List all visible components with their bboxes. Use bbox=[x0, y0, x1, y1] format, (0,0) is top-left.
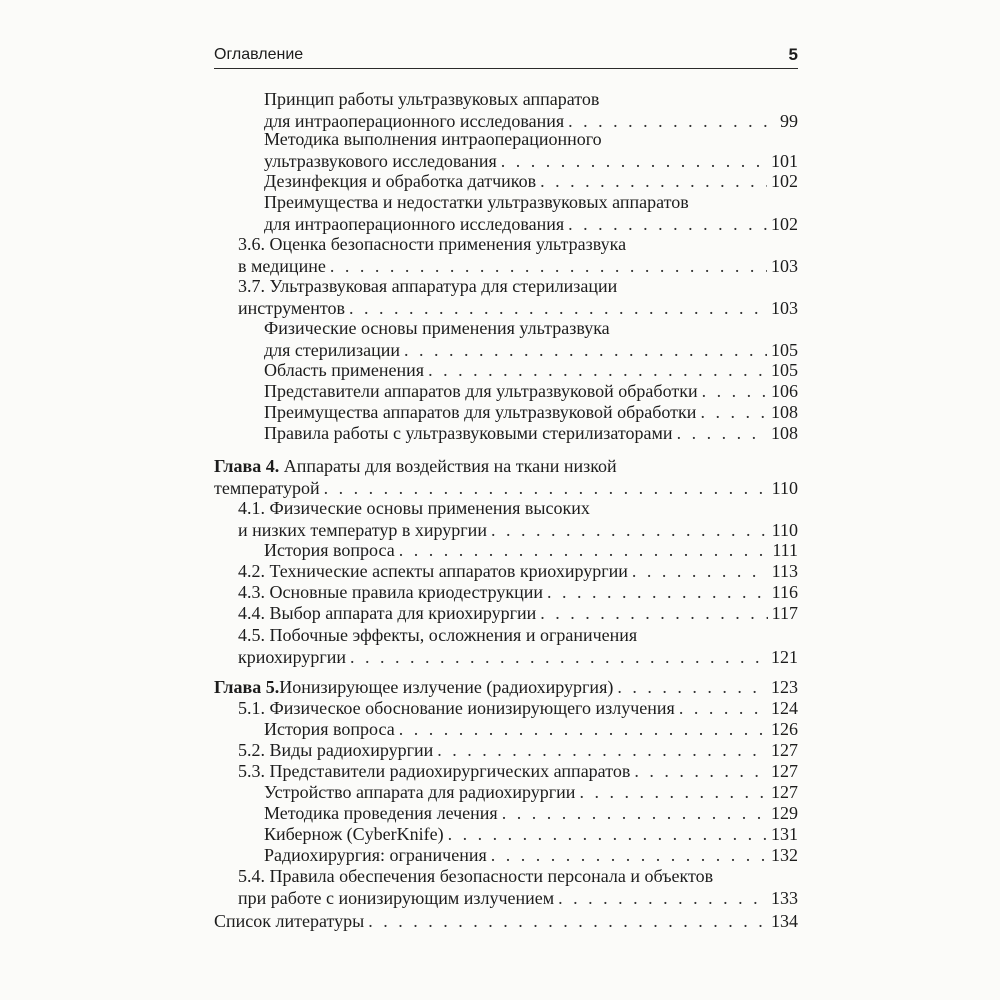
toc-entry-page: 102 bbox=[771, 214, 798, 234]
toc-entry bbox=[264, 823, 798, 845]
leader-dots bbox=[568, 213, 767, 235]
toc-entry bbox=[264, 128, 798, 172]
toc-entry-title: для стерилизации bbox=[264, 340, 401, 360]
toc-entry-page: 110 bbox=[771, 478, 798, 498]
toc-entry-page: 106 bbox=[771, 381, 798, 401]
toc-entry-title: Кибернож (CyberKnife) bbox=[264, 824, 444, 844]
leader-dots bbox=[540, 602, 767, 624]
toc-entry-title: Ионизирующее излучение (радиохирургия) bbox=[279, 677, 614, 697]
toc-entry-title: Методика проведения лечения bbox=[264, 803, 498, 823]
toc-entry-title: История вопроса bbox=[264, 719, 395, 739]
toc-entry-title: для интраоперационного исследования bbox=[264, 111, 565, 131]
toc-entry bbox=[264, 191, 798, 235]
leader-dots bbox=[324, 477, 768, 499]
toc-entry-page: 110 bbox=[771, 520, 798, 540]
toc-entry bbox=[264, 781, 798, 803]
toc-entry-title: 3.7. Ультразвуковая аппаратура для стерилизации bbox=[238, 276, 618, 296]
toc-entry-title: Дезинфекция и обработка датчиков bbox=[264, 171, 537, 191]
toc-entry-page: 111 bbox=[772, 540, 798, 560]
toc-entry-page: 126 bbox=[771, 719, 798, 739]
toc-entry-page: 101 bbox=[771, 151, 798, 171]
toc-entry-page: 108 bbox=[771, 402, 798, 422]
leader-dots bbox=[437, 739, 767, 761]
toc-entry-title: Преимущества и недостатки ультразвуковых аппаратов bbox=[264, 192, 689, 212]
toc-entry-page: 99 bbox=[780, 111, 798, 131]
toc-entry-page: 132 bbox=[771, 845, 798, 865]
toc-entry-page: 131 bbox=[771, 824, 798, 844]
leader-dots bbox=[617, 676, 767, 698]
toc-entry-page: 108 bbox=[771, 423, 798, 443]
toc-entry bbox=[264, 718, 798, 740]
toc-entry-page: 105 bbox=[771, 360, 798, 380]
leader-dots bbox=[632, 560, 768, 582]
leader-dots bbox=[540, 170, 767, 192]
toc-entry-page: 127 bbox=[771, 782, 798, 802]
toc-entry-page: 127 bbox=[771, 761, 798, 781]
toc-entry-title: 4.3. Основные правила криодеструкции bbox=[238, 582, 543, 602]
leader-dots bbox=[700, 401, 767, 423]
toc-entry-title: 5.3. Представители радиохирургических аппаратов bbox=[238, 761, 631, 781]
toc-entry-title: 5.2. Виды радиохирургии bbox=[238, 740, 434, 760]
leader-dots bbox=[702, 380, 767, 402]
toc-entry-page: 133 bbox=[771, 888, 798, 908]
toc-entry bbox=[264, 359, 798, 381]
toc-entry-page: 105 bbox=[771, 340, 798, 360]
toc-chapter-entry bbox=[214, 455, 798, 499]
toc-entry-page: 103 bbox=[771, 298, 798, 318]
leader-dots bbox=[558, 887, 767, 909]
toc-entry bbox=[238, 865, 798, 909]
toc-entry-title: 3.6. Оценка безопасности применения ультразвука bbox=[238, 234, 627, 254]
leader-dots bbox=[491, 844, 767, 866]
leader-dots bbox=[634, 760, 767, 782]
leader-dots bbox=[350, 646, 767, 668]
toc-entry-title: Правила работы с ультразвуковыми стерилизаторами bbox=[264, 423, 673, 443]
toc-entry-page: 103 bbox=[771, 256, 798, 276]
toc-entry-title: Представители аппаратов для ультразвуковой обработки bbox=[264, 381, 698, 401]
toc-entry-title: ультразвукового исследования bbox=[264, 151, 497, 171]
toc-entry bbox=[238, 602, 798, 624]
leader-dots bbox=[579, 781, 767, 803]
toc-entry-title: 4.4. Выбор аппарата для криохирургии bbox=[238, 603, 537, 623]
toc-entry-page: 113 bbox=[771, 561, 798, 581]
toc-entry bbox=[264, 317, 798, 361]
toc-entry-page: 129 bbox=[771, 803, 798, 823]
toc-entry-title: Устройство аппарата для радиохирургии bbox=[264, 782, 576, 802]
toc-entry bbox=[238, 760, 798, 782]
leader-dots bbox=[399, 539, 769, 561]
toc-entry bbox=[238, 233, 798, 277]
toc-entry-title: температурой bbox=[214, 478, 320, 498]
toc-entry-title: для интраоперационного исследования bbox=[264, 214, 565, 234]
toc-entry bbox=[264, 401, 798, 423]
toc-entry-page: 121 bbox=[771, 647, 798, 667]
toc-entry-title: Методика выполнения интраоперационного bbox=[264, 129, 602, 149]
leader-dots bbox=[448, 823, 767, 845]
toc-entry bbox=[264, 170, 798, 192]
toc-entry-title: Аппараты для воздействия на ткани низкой bbox=[279, 456, 617, 476]
running-header bbox=[214, 44, 798, 69]
toc-entry-title: 4.5. Побочные эффекты, осложнения и ограничения bbox=[238, 625, 638, 645]
toc-entry-page: 127 bbox=[771, 740, 798, 760]
toc-entry bbox=[238, 497, 798, 541]
toc-entry bbox=[238, 581, 798, 603]
toc-entry bbox=[238, 739, 798, 761]
toc-entry-page: 123 bbox=[771, 677, 798, 697]
leader-dots bbox=[502, 802, 767, 824]
toc-entry bbox=[238, 560, 798, 582]
toc-entry-title: История вопроса bbox=[264, 540, 395, 560]
toc-entry-title: и низких температур в хирургии bbox=[238, 520, 487, 540]
leader-dots bbox=[349, 297, 767, 319]
header-page-number: 5 bbox=[788, 45, 798, 64]
toc-entry-title: инструментов bbox=[238, 298, 346, 318]
toc-entry-title: Преимущества аппаратов для ультразвуковой обработки bbox=[264, 402, 697, 422]
header-title: Оглавление bbox=[214, 46, 304, 63]
toc-entry bbox=[264, 422, 798, 444]
toc-entry-title: Область применения bbox=[264, 360, 425, 380]
leader-dots bbox=[399, 718, 767, 740]
leader-dots bbox=[677, 422, 767, 444]
toc-entry-page: 117 bbox=[771, 603, 798, 623]
toc-entry-title: Радиохирургия: ограничения bbox=[264, 845, 487, 865]
toc-entry-title: в медицине bbox=[238, 256, 326, 276]
toc-entry-title: Принцип работы ультразвуковых аппаратов bbox=[264, 89, 600, 109]
toc-entry-page: 116 bbox=[771, 582, 798, 602]
toc-entry-title: 4.1. Физические основы применения высоких bbox=[238, 498, 590, 518]
leader-dots bbox=[547, 581, 768, 603]
toc-entry bbox=[264, 539, 798, 561]
toc-entry-title: Список литературы bbox=[214, 911, 365, 931]
toc-entry-title: 4.2. Технические аспекты аппаратов криохирургии bbox=[238, 561, 628, 581]
toc-entry bbox=[238, 697, 798, 719]
leader-dots bbox=[501, 150, 767, 172]
toc-chapter-entry bbox=[214, 676, 798, 698]
toc-entry bbox=[264, 844, 798, 866]
chapter-label: Глава 4. bbox=[214, 456, 280, 476]
leader-dots bbox=[679, 697, 767, 719]
toc-entry-page: 124 bbox=[771, 698, 798, 718]
leader-dots bbox=[491, 519, 768, 541]
toc-entry-page: 102 bbox=[771, 171, 798, 191]
leader-dots bbox=[404, 339, 767, 361]
leader-dots bbox=[428, 359, 767, 381]
toc-entry bbox=[238, 624, 798, 668]
toc-entry bbox=[238, 275, 798, 319]
toc-entry bbox=[264, 802, 798, 824]
toc-entry-page: 134 bbox=[771, 911, 798, 931]
leader-dots bbox=[368, 910, 767, 932]
toc-entry bbox=[264, 380, 798, 402]
toc-entry-title: криохирургии bbox=[238, 647, 346, 667]
toc-entry bbox=[214, 910, 798, 932]
chapter-label: Глава 5. bbox=[214, 677, 280, 697]
toc-entry-title: при работе с ионизирующим излучением bbox=[238, 888, 555, 908]
toc-entry-title: 5.1. Физическое обоснование ионизирующего излучения bbox=[238, 698, 675, 718]
leader-dots bbox=[330, 255, 767, 277]
toc-entry bbox=[264, 88, 798, 132]
toc-entry-title: Физические основы применения ультразвука bbox=[264, 318, 610, 338]
toc-entry-title: 5.4. Правила обеспечения безопасности персонала и объектов bbox=[238, 866, 714, 886]
